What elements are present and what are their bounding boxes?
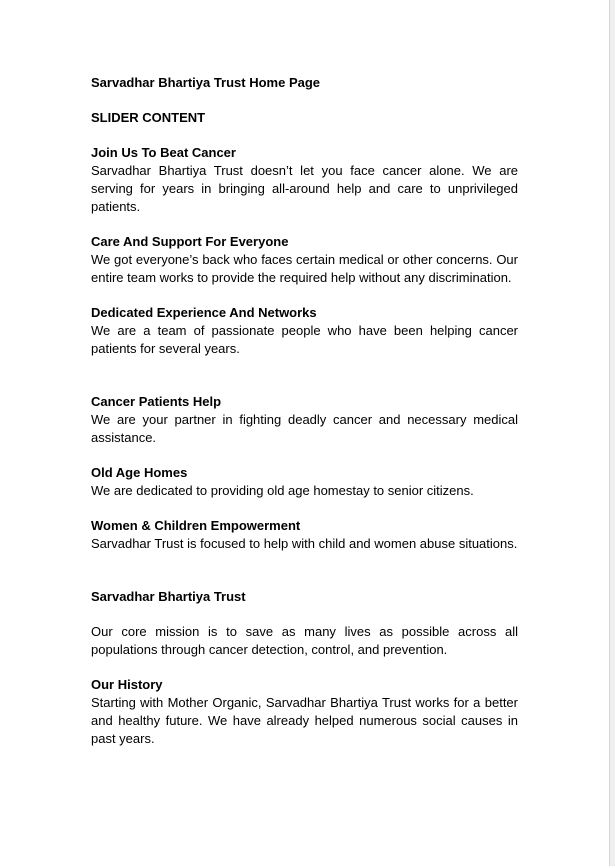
slide-title: Join Us To Beat Cancer [91,145,236,160]
document-body [91,74,518,748]
history-title: Our History [91,677,163,692]
about-title: Sarvadhar Bhartiya Trust [91,589,246,604]
service-title: Cancer Patients Help [91,394,222,409]
slide-title: Dedicated Experience And Networks [91,305,317,320]
slide-title: Care And Support For Everyone [91,234,289,249]
slider-label: SLIDER CONTENT [91,110,206,125]
scrollbar-track [610,0,615,866]
slide-text: Sarvadhar Bhartiya Trust doesn’t let you face cancer alone. We are serving for years in bringing all-around help and care to unprivileged patients. [91,163,518,214]
service-text: We are your partner in fighting deadly cancer and necessary medical assistance. [91,412,518,445]
slide-text: We are a team of passionate people who have been helping cancer patients for several years. [91,323,518,356]
mission-text: Our core mission is to save as many lives as possible across all populations through cancer detection, control, and prevention. [91,624,518,657]
service-title: Old Age Homes [91,465,188,480]
page-title: Sarvadhar Bhartiya Trust Home Page [91,75,321,90]
history-text: Starting with Mother Organic, Sarvadhar Bhartiya Trust works for a better and healthy future. We have already helped numerous social causes in past years. [91,695,518,746]
service-text: Sarvadhar Trust is focused to help with child and women abuse situations. [91,536,518,551]
slide-text: We got everyone’s back who faces certain medical or other concerns. Our entire team works to provide the required help without any discrimination. [91,252,518,285]
service-text: We are dedicated to providing old age homestay to senior citizens. [91,483,474,498]
service-title: Women & Children Empowerment [91,518,301,533]
